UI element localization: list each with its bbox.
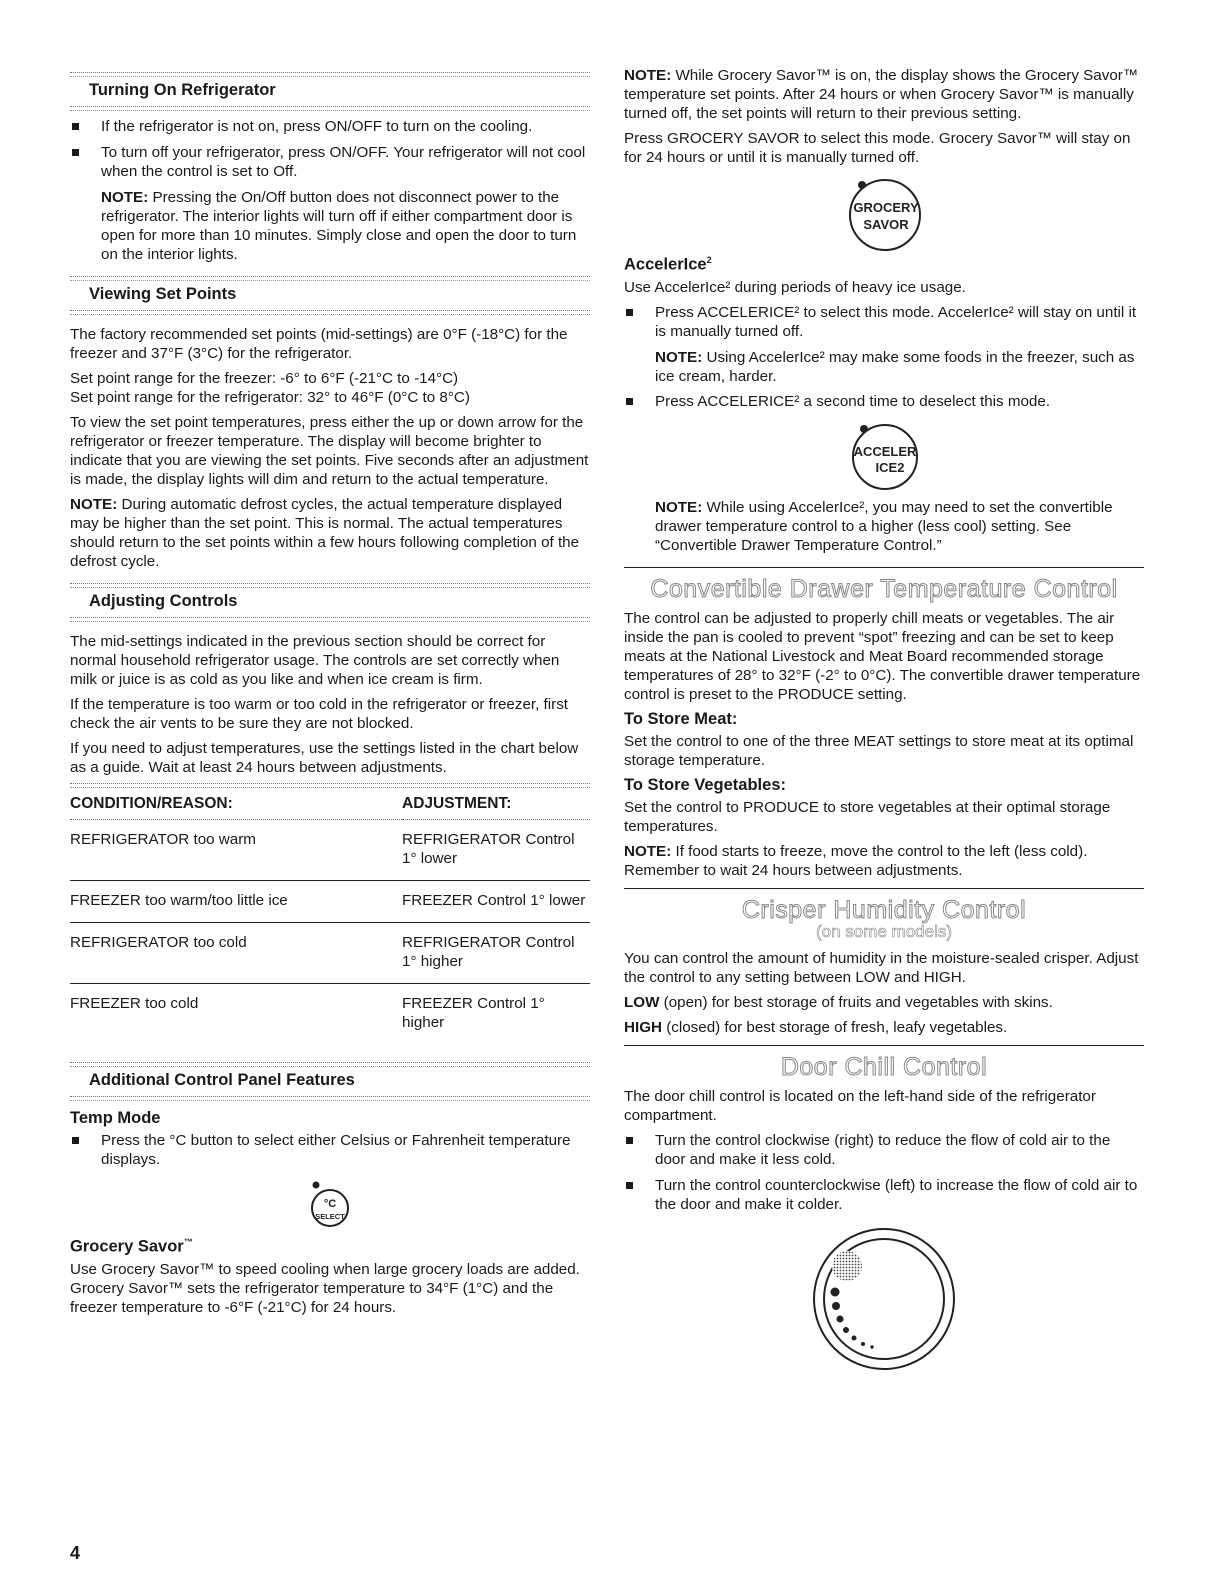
divider (70, 310, 590, 315)
accelerice-note1: NOTE: Using AccelerIce² may make some foods in the freezer, such as ice cream, harder. (655, 348, 1135, 385)
additional-features-heading: Additional Control Panel Features (89, 1071, 355, 1089)
divider (624, 888, 1144, 889)
list-item: Press ACCELERICE² a second time to deselect this mode. (624, 392, 1144, 411)
table-cell-adjustment: FREEZER Control 1° higher (402, 995, 545, 1031)
store-vegetables-p: Set the control to PRODUCE to store vegetables at their optimal storage temperatures. (624, 798, 1111, 835)
crisper-humidity-heading: Crisper Humidity Control (741, 895, 1027, 924)
accelerice-note2: NOTE: While using AccelerIce², you may need to set the convertible drawer temperature control to a higher (less cool) setting. See “Convertible Drawer Temperature Control.” (655, 498, 1113, 554)
table-cell-condition: REFRIGERATOR too cold (70, 923, 402, 984)
table-cell-adjustment: REFRIGERATOR Control 1° higher (402, 923, 590, 984)
temp-mode-bullets (70, 1131, 590, 1169)
crisper-low: LOW (open) for best storage of fruits and vegetables with skins. (624, 993, 1053, 1011)
divider (70, 1096, 590, 1101)
select-icon-label: SELECT (315, 1212, 345, 1221)
divider (70, 72, 590, 77)
divider (70, 106, 590, 111)
accelerice-heading: AccelerIce$^2$ (624, 255, 712, 274)
adjusting-p2: If the temperature is too warm or too cold in the refrigerator or freezer, first check the air vents to be sure they are not blocked. (70, 696, 569, 732)
celsius-select-button-icon (70, 1179, 590, 1229)
adjustment-table (70, 790, 590, 1044)
list-item: If the refrigerator is not on, press ON/OFF to turn on the cooling. (70, 117, 590, 136)
crisper-p1: You can control the amount of humidity in the moisture-sealed crisper. Adjust the control to any setting between LOW and HIGH. (624, 949, 1139, 986)
table-cell-adjustment: FREEZER Control 1° lower (402, 881, 590, 923)
divider (70, 583, 590, 588)
viewing-p3: To view the set point temperatures, press either the up or down arrow for the refrigerator or freezer temperature. The display will become brighter to indicate that you are viewing the set points. Five seconds after an adjustment is made, the display lights will dim and return to the actual temperature. (70, 414, 589, 488)
turning-on-heading: Turning On Refrigerator (89, 81, 276, 99)
table-cell-condition: REFRIGERATOR too warm (70, 820, 402, 881)
list-item: Turn the control counterclockwise (left) to increase the flow of cold air to the door and make it colder. (624, 1176, 1144, 1214)
divider (624, 567, 1144, 568)
list-item: Turn the control clockwise (right) to reduce the flow of cold air to the door and make it less cold. (624, 1131, 1144, 1169)
divider (70, 1062, 590, 1067)
table-row (70, 881, 590, 923)
store-meat-heading: To Store Meat: (624, 709, 738, 728)
temp-mode-heading: Temp Mode (70, 1109, 161, 1127)
grocery-note: NOTE: While Grocery Savor™ is on, the display shows the Grocery Savor™ temperature set points. After 24 hours or when Grocery Savor™ is manually turned off, the set points will return to their previous setting. (624, 67, 1139, 122)
crisper-high: HIGH (closed) for best storage of fresh, leafy vegetables. (624, 1018, 1008, 1036)
grocery-savor-heading: Grocery Savor™ (70, 1237, 193, 1256)
celsius-icon-label: °C (323, 1198, 337, 1210)
door-chill-p1: The door chill control is located on the left-hand side of the refrigerator compartment. (624, 1087, 1096, 1124)
table-row (70, 984, 590, 1045)
table-cell-condition: FREEZER too cold (70, 995, 199, 1012)
adjusting-p3: If you need to adjust temperatures, use the settings listed in the chart below as a guide. Wait at least 24 hours between adjustments. (70, 740, 579, 776)
convertible-note: NOTE: If food starts to freeze, move the control to the left (less cold). Remember to wait 24 hours between adjustments. (624, 842, 1088, 879)
list-item: Press the °C button to select either Celsius or Fahrenheit temperature displays. (70, 1131, 590, 1169)
savor-icon-label: SAVOR (863, 217, 909, 232)
door-chill-bullets (624, 1131, 1144, 1214)
store-vegetables-heading: To Store Vegetables: (624, 775, 786, 794)
crisper-subheading: (on some models) (815, 921, 953, 941)
grocery-savor-p: Use Grocery Savor™ to speed cooling when large grocery loads are added. Grocery Savor™ sets the refrigerator temperature to 34°F (1°C) and the freezer temperature to -6°F (-21°C) for 24 hours. (70, 1260, 580, 1316)
viewing-note: NOTE: During automatic defrost cycles, the actual temperature displayed may be higher than the set point. This is normal. The actual temperatures should return to the set points within a few hours following completion of the defrost cycle. (70, 496, 580, 570)
table-row (70, 820, 590, 881)
grocery-icon-label: GROCERY (853, 200, 919, 215)
convertible-p1: The control can be adjusted to properly chill meats or vegetables. The air inside the pan is cooled to prevent “spot” freezing and can be set to keep meats at the National Livestock and Meat Board recommended storage temperatures of 28° to 32°F (-2° to 0°C). The convertible drawer temperature control is preset to the PRODUCE setting. (624, 609, 1141, 703)
adjusting-controls-heading: Adjusting Controls (89, 592, 238, 610)
left-column (70, 66, 590, 1323)
viewing-p1: The factory recommended set points (mid-settings) are 0°F (-18°C) for the freezer and 37°F (3°C) for the refrigerator. (70, 326, 568, 362)
table-row (70, 923, 590, 984)
accelerice-p1: Use AccelerIce² during periods of heavy ice usage. (624, 278, 966, 296)
door-chill-heading: Door Chill Control (780, 1052, 988, 1081)
door-chill-dial-icon (624, 1224, 1144, 1374)
column-header-adjustment: ADJUSTMENT: (402, 790, 590, 820)
list-item: Press ACCELERICE² to select this mode. AccelerIce² will stay on until it is manually turned off. (624, 303, 1144, 341)
accelerice-bullets-2 (624, 392, 1144, 411)
table-cell-condition: FREEZER too warm/too little ice (70, 881, 402, 923)
table-header-row (70, 790, 590, 820)
convertible-drawer-heading: Convertible Drawer Temperature Control (650, 574, 1118, 603)
ice2-icon-label: ICE2 (875, 459, 905, 475)
accelerice-bullets (624, 303, 1144, 341)
grocery-press: Press GROCERY SAVOR to select this mode. Grocery Savor™ will stay on for 24 hours or until it is manually turned off. (624, 130, 1131, 166)
divider (70, 617, 590, 622)
divider (624, 1045, 1144, 1046)
store-meat-p: Set the control to one of the three MEAT settings to store meat at its optimal storage temperature. (624, 732, 1134, 769)
accelerice-button-icon (624, 418, 1144, 492)
page-number: 4 (70, 1543, 81, 1563)
divider (70, 276, 590, 281)
adjusting-p1: The mid-settings indicated in the previous section should be correct for normal household refrigerator usage. The controls are set correctly when milk or juice is as cold as you like and when ice cream is firm. (70, 633, 560, 688)
turning-on-note: NOTE: Pressing the On/Off button does not disconnect power to the refrigerator. The interior lights will turn off if either compartment door is open for more than 10 minutes. Simply close and open the door to turn on the interior lights. (101, 189, 577, 263)
table-cell-adjustment: REFRIGERATOR Control 1° lower (402, 820, 590, 881)
turning-on-bullets (70, 117, 590, 181)
acceler-icon-label: ACCELER (853, 443, 917, 459)
grocery-savor-button-icon (624, 173, 1144, 253)
column-header-condition: CONDITION/REASON: (70, 790, 402, 820)
viewing-set-points-heading: Viewing Set Points (89, 285, 237, 303)
viewing-ranges: Set point range for the freezer: -6° to 6°F (-21°C to -14°C) Set point range for the refrigerator: 32° to 46°F (0°C to 8°C) (70, 370, 470, 406)
list-item: To turn off your refrigerator, press ON/OFF. Your refrigerator will not cool when the control is set to Off. (70, 143, 590, 181)
divider (70, 783, 590, 788)
right-column (624, 66, 1144, 1380)
